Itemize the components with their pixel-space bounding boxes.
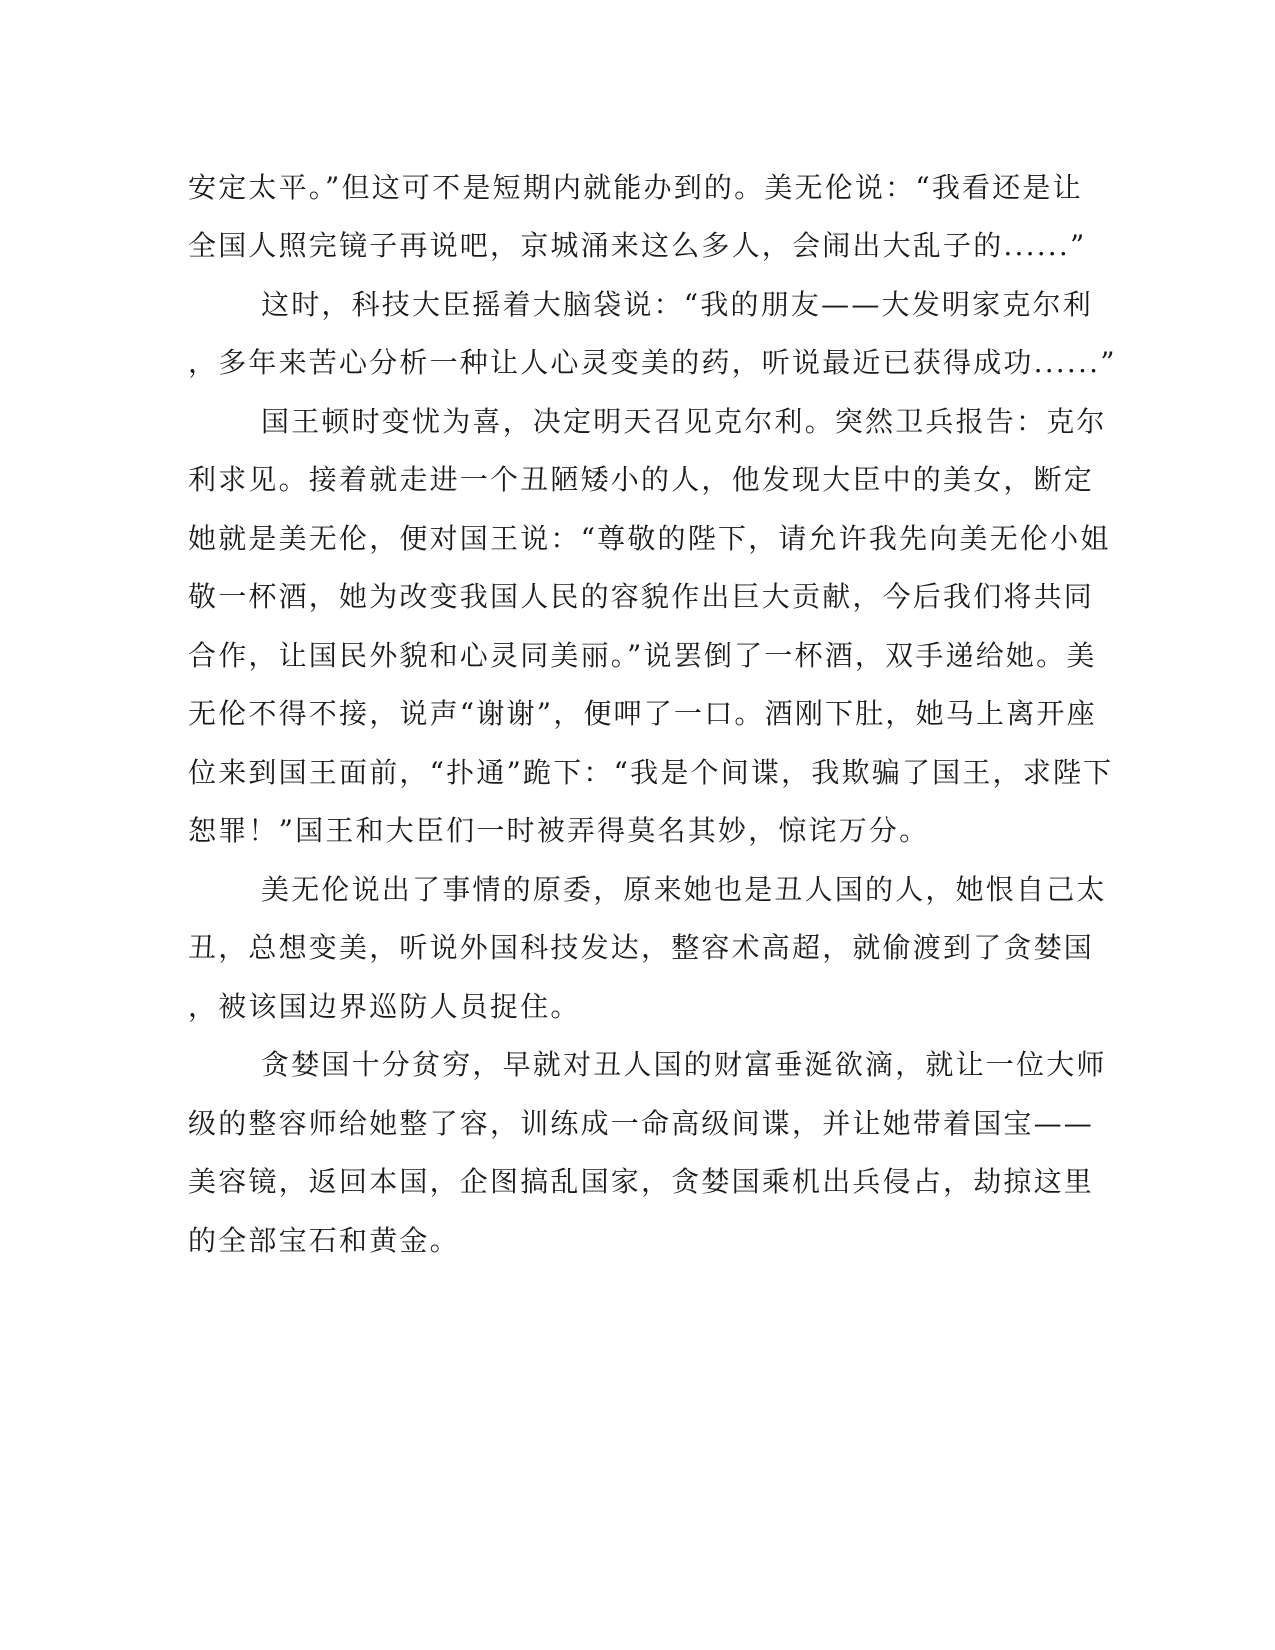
paragraph-first-line: 美无伦说出了事情的原委，原来她也是丑人国的人，她恨自己太: [261, 873, 1107, 906]
paragraph-first-line: 这时，科技大臣摇着大脑袋说：“我的朋友——大发明家克尔利: [261, 288, 1093, 321]
text-line: 合作，让国民外貌和心灵同美丽。”说罢倒了一杯酒，双手递给她。美: [188, 639, 1097, 672]
text-line: 级的整容师给她整了容，训练成一命高级间谍，并让她带着国宝——: [188, 1107, 1095, 1140]
text-line: ，被该国边界巡防人员捉住。: [188, 990, 581, 1023]
text-line: 美容镜，返回本国，企图搞乱国家，贪婪国乘机出兵侵占，劫掠这里: [188, 1165, 1095, 1198]
text-line: 丑，总想变美，听说外国科技发达，整容术高超，就偷渡到了贪婪国: [188, 931, 1095, 964]
text-line: 恕罪！”国王和大臣们一时被弄得莫名其妙，惊诧万分。: [188, 814, 930, 847]
paragraph-first-line: 贪婪国十分贫穷，早就对丑人国的财富垂涎欲滴，就让一位大师: [261, 1048, 1107, 1081]
text-line: 安定太平。”但这可不是短期内就能办到的。美无伦说：“我看还是让: [188, 171, 1083, 204]
text-line: 全国人照完镜子再说吧，京城涌来这么多人，会闹出大乱子的......”: [188, 229, 1087, 262]
text-line: 她就是美无伦，便对国王说：“尊敬的陛下，请允许我先向美无伦小姐: [188, 522, 1111, 555]
text-line: 的全部宝石和黄金。: [188, 1224, 460, 1257]
text-line: 位来到国王面前，“扑通”跪下：“我是个间谍，我欺骗了国王，求陛下: [188, 756, 1114, 789]
paragraph-first-line: 国王顿时变忧为喜，决定明天召见克尔利。突然卫兵报告：克尔: [261, 405, 1107, 438]
text-line: 无伦不得不接，说声“谢谢”，便呷了一口。酒刚下肚，她马上离开座: [188, 697, 1097, 730]
text-line: 敬一杯酒，她为改变我国人民的容貌作出巨大贡献，今后我们将共同: [188, 580, 1095, 613]
text-line: ，多年来苦心分析一种让人心灵变美的药，听说最近已获得成功......”: [188, 346, 1117, 379]
text-line: 利求见。接着就走进一个丑陋矮小的人，他发现大臣中的美女，断定: [188, 463, 1095, 496]
